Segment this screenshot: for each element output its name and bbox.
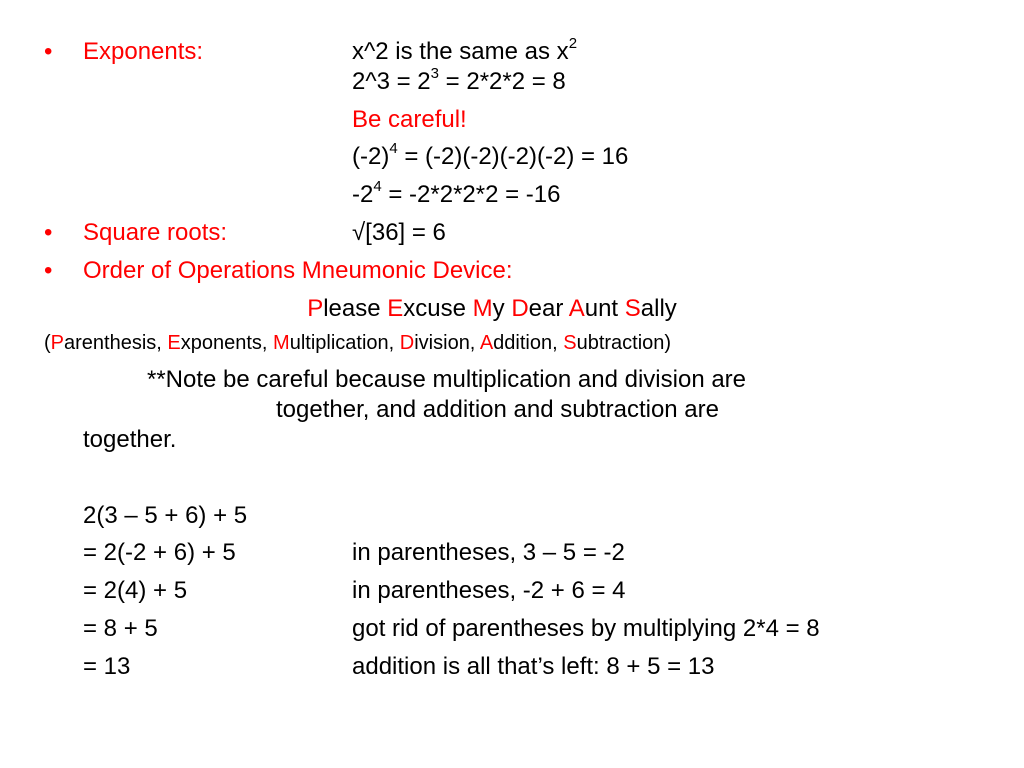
note-line-3: together.	[83, 426, 177, 453]
example-step-work: = 13	[83, 653, 131, 680]
mnemonic-initial: P	[307, 295, 324, 322]
exponents-line-5: $-2^4 = -2*2*2*2 = -16$	[352, 178, 561, 208]
exponents-label: Exponents:	[83, 38, 204, 65]
example-step-explanation: addition is all that’s left: 8 + 5 = 13	[352, 653, 715, 680]
example-step-explanation: in parentheses, 3 – 5 = -2	[352, 539, 625, 566]
example-step-explanation: in parentheses, -2 + 6 = 4	[352, 577, 626, 604]
note-line-1: **Note be careful because multiplication and division are	[147, 366, 747, 393]
order-of-operations-label: Order of Operations Mneumonic Device:	[83, 257, 513, 284]
expansion-word-rest: ubtraction	[576, 332, 665, 354]
expansion-initial: E	[167, 332, 181, 354]
exponents-line-1: x^2 is the same as $x^2$	[352, 35, 578, 65]
mnemonic-word-rest: ear	[528, 295, 569, 322]
expansion-initial: M	[273, 332, 290, 354]
example-step-work: = 8 + 5	[83, 615, 158, 642]
exponents-line-2: 2^3 = $2^3 = 2*2*2 = 8$	[352, 65, 566, 95]
mnemonic-word-rest: ally	[640, 295, 677, 322]
mnemonic-initial: S	[624, 295, 641, 322]
expansion-initial: D	[399, 332, 415, 354]
expansion-word-rest: xponents,	[180, 332, 274, 354]
mnemonic-word-rest: lease	[323, 295, 388, 322]
mnemonic-initial: A	[568, 295, 585, 322]
be-careful-text: Be careful!	[352, 106, 467, 133]
example-step-work: = 2(-2 + 6) + 5	[83, 539, 236, 566]
square-root-example: √[36] = 6	[352, 219, 446, 246]
mnemonic-expansion: (Parenthesis, Exponents, Multiplication, Division, Addition, Subtraction)	[44, 332, 672, 354]
expansion-word-rest: ddition,	[493, 332, 564, 354]
mnemonic-initial: E	[387, 295, 404, 322]
bullet-glyph: •	[44, 257, 53, 284]
expansion-initial: P	[50, 332, 65, 354]
mnemonic-initial: M	[472, 295, 493, 322]
square-roots-label: Square roots:	[83, 219, 228, 246]
bullet-glyph: •	[44, 219, 53, 246]
expansion-initial: S	[563, 332, 577, 354]
mnemonic-word-rest: xcuse	[403, 295, 473, 322]
example-step-work: = 2(4) + 5	[83, 577, 188, 604]
mnemonic-phrase	[0, 297, 984, 321]
expansion-word-rest: arenthesis,	[64, 332, 168, 354]
example-step-explanation: got rid of parentheses by multiplying 2*4 = 8	[352, 615, 820, 642]
expansion-word-rest: ivision,	[414, 332, 480, 354]
mnemonic-word-rest: y	[492, 295, 512, 322]
example-expression: 2(3 – 5 + 6) + 5	[83, 502, 248, 529]
expansion-word-rest: ultiplication,	[289, 332, 400, 354]
mnemonic-word-rest: unt	[584, 295, 625, 322]
mnemonic-initial: D	[511, 295, 529, 322]
bullet-glyph: •	[44, 38, 53, 65]
note-line-2: together, and addition and subtraction are	[276, 396, 719, 423]
exponents-line-4: $(-2)^4 = (-2)(-2)(-2)(-2) = 16$	[352, 140, 629, 170]
expansion-initial: A	[479, 332, 494, 354]
